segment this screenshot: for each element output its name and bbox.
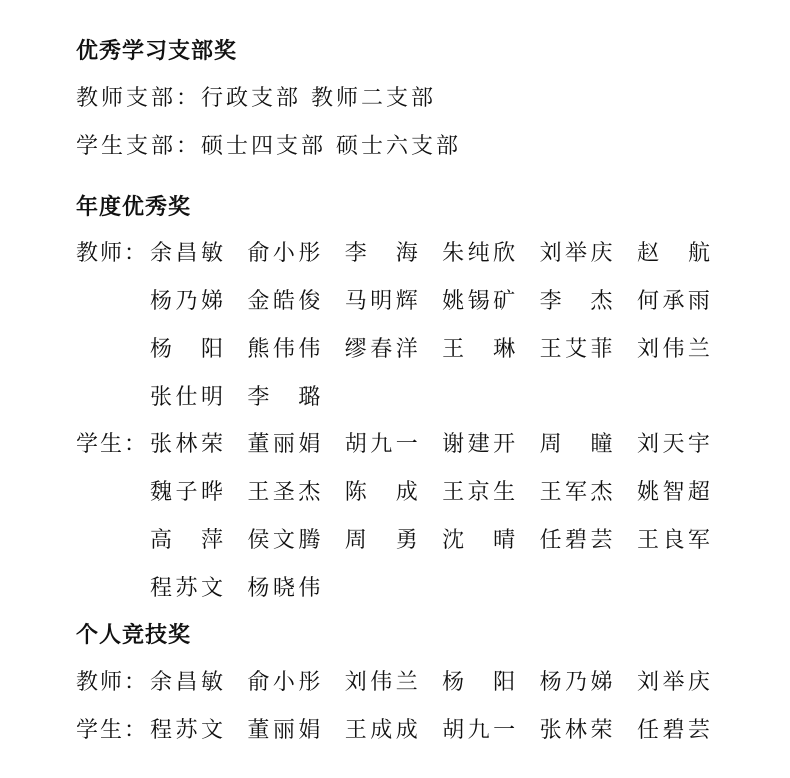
individual-teacher-names xyxy=(150,668,710,698)
person-name: 杨 阳 xyxy=(150,337,223,362)
person-name: 刘 伟 兰 xyxy=(344,670,418,695)
person-name: 刘 举 庆 xyxy=(636,670,710,695)
person-name: 王 琳 xyxy=(442,337,516,362)
heading-individual-award: 个人竞技奖 xyxy=(76,623,192,648)
person-name: 王 艾 菲 xyxy=(539,337,613,362)
person-name: 胡 九 一 xyxy=(344,432,418,457)
person-name: 姚 智 超 xyxy=(636,480,710,505)
annual-teacher-label: 教师： xyxy=(76,241,149,266)
person-name: 金 皓 俊 xyxy=(247,289,321,314)
person-name: 董 丽 娟 xyxy=(247,718,321,743)
student-branch-line: 学生支部：硕士四支部 硕士六支部 xyxy=(76,134,461,159)
person-name: 周 勇 xyxy=(344,528,418,553)
person-name: 杨 乃 娣 xyxy=(150,289,223,314)
person-name: 张 林 荣 xyxy=(539,718,613,743)
heading-annual-award: 年度优秀奖 xyxy=(76,195,192,220)
person-name: 王 良 军 xyxy=(636,528,710,553)
person-name: 张 仕 明 xyxy=(150,385,223,410)
person-name: 余 昌 敏 xyxy=(150,670,223,695)
person-name: 魏 子 晔 xyxy=(150,480,223,505)
person-name: 俞 小 彤 xyxy=(247,241,321,266)
person-name: 任 碧 芸 xyxy=(636,718,710,743)
person-name: 陈 成 xyxy=(344,480,418,505)
person-name: 王 军 杰 xyxy=(539,480,613,505)
person-name: 余 昌 敏 xyxy=(150,241,223,266)
individual-student-names xyxy=(150,716,710,746)
person-name: 熊 伟 伟 xyxy=(247,337,321,362)
person-name: 缪 春 洋 xyxy=(344,337,418,362)
person-name: 程 苏 文 xyxy=(150,718,223,743)
individual-teacher-label: 教师： xyxy=(76,670,149,695)
teacher-branch-line: 教师支部：行政支部 教师二支部 xyxy=(76,86,436,111)
annual-teacher-names xyxy=(150,239,710,413)
person-name: 刘 伟 兰 xyxy=(636,337,710,362)
person-name: 朱 纯 欣 xyxy=(442,241,516,266)
individual-student-label: 学生： xyxy=(76,718,149,743)
person-name: 侯 文 腾 xyxy=(247,528,321,553)
person-name: 姚 锡 矿 xyxy=(442,289,516,314)
person-name: 董 丽 娟 xyxy=(247,432,321,457)
person-name: 高 萍 xyxy=(150,528,223,553)
person-name: 俞 小 彤 xyxy=(247,670,321,695)
person-name: 程 苏 文 xyxy=(150,576,223,601)
person-name: 沈 晴 xyxy=(442,528,516,553)
heading-branch-award: 优秀学习支部奖 xyxy=(76,39,238,64)
person-name: 王 京 生 xyxy=(442,480,516,505)
person-name: 王 成 成 xyxy=(344,718,418,743)
person-name: 李 海 xyxy=(344,241,418,266)
person-name: 杨 阳 xyxy=(442,670,516,695)
person-name: 刘 举 庆 xyxy=(539,241,613,266)
person-name: 李 璐 xyxy=(247,385,321,410)
person-name: 王 圣 杰 xyxy=(247,480,321,505)
person-name: 杨 乃 娣 xyxy=(539,670,613,695)
person-name: 胡 九 一 xyxy=(442,718,516,743)
person-name: 赵 航 xyxy=(636,241,710,266)
person-name: 周 瞳 xyxy=(539,432,613,457)
person-name: 何 承 雨 xyxy=(636,289,710,314)
annual-student-label: 学生： xyxy=(76,432,149,457)
person-name: 张 林 荣 xyxy=(150,432,223,457)
person-name: 杨 晓 伟 xyxy=(247,576,321,601)
person-name: 马 明 辉 xyxy=(344,289,418,314)
annual-student-names xyxy=(150,430,710,604)
person-name: 任 碧 芸 xyxy=(539,528,613,553)
person-name: 李 杰 xyxy=(539,289,613,314)
person-name: 刘 天 宇 xyxy=(636,432,710,457)
person-name: 谢 建 开 xyxy=(442,432,516,457)
